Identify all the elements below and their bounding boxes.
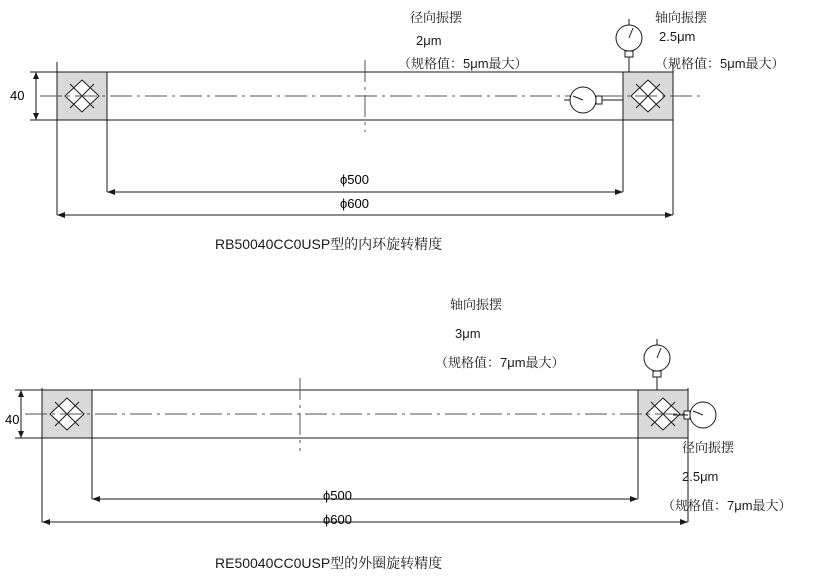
bottom-axial-runout-title: 轴向振摆 xyxy=(450,297,503,312)
top-radial-runout-spec: （规格值：5μm最大） xyxy=(398,56,528,71)
bottom-caption: RE50040CC0USP型的外圈旋转精度 xyxy=(215,555,443,571)
bottom-axial-runout-spec: （规格值：7μm最大） xyxy=(435,355,565,370)
top-axial-runout-spec: （规格值：5μm最大） xyxy=(655,56,785,71)
top-axial-runout-title: 轴向振摆 xyxy=(655,10,708,25)
bottom-radial-runout-value: 2.5μm xyxy=(682,469,719,484)
bottom-height-label: 40 xyxy=(5,412,20,427)
bottom-radial-runout-title: 径向振摆 xyxy=(682,440,735,455)
bottom-bearing-drawing xyxy=(0,293,839,583)
top-caption: RB50040CC0USP型的内环旋转精度 xyxy=(215,236,443,252)
top-axial-runout-value: 2.5μm xyxy=(659,29,696,44)
bottom-outer-diameter-label: ϕ600 xyxy=(323,512,352,527)
top-inner-diameter-label: ϕ500 xyxy=(340,172,369,187)
bottom-radial-runout-spec: （规格值：7μm最大） xyxy=(662,498,792,513)
top-radial-runout-title: 径向振摆 xyxy=(410,10,463,25)
bottom-axial-runout-value: 3μm xyxy=(455,326,481,341)
top-outer-diameter-label: ϕ600 xyxy=(340,196,369,211)
top-height-label: 40 xyxy=(10,88,25,103)
top-radial-runout-value: 2μm xyxy=(416,33,442,48)
bottom-inner-diameter-label: ϕ500 xyxy=(323,488,352,503)
